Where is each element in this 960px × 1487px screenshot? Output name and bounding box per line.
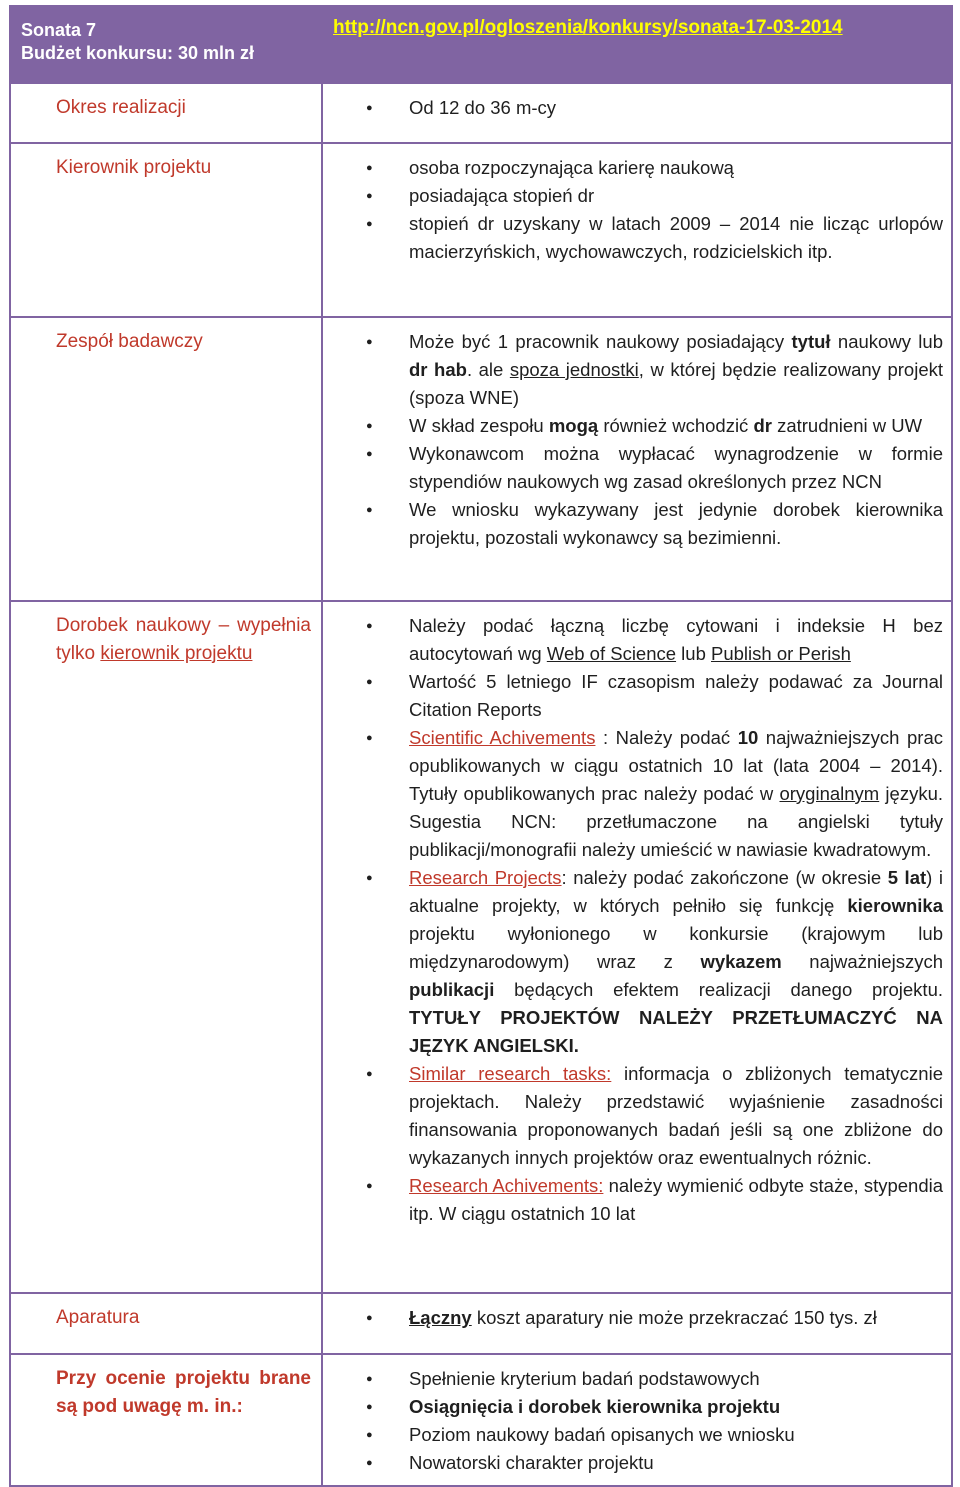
list-item (366, 1060, 943, 1172)
dorobek-label (10, 601, 322, 1293)
text-caps-bold: TYTUŁY PROJEKTÓW NALEŻY PRZETŁUMACZYĆ NA JĘZYK ANGIELSKI. (409, 1007, 943, 1056)
text: zatrudnieni w UW (771, 415, 923, 436)
ocena-content (322, 1354, 952, 1486)
list-item: ● Spełnienie kryterium badań podstawowych (366, 1365, 943, 1393)
okres-content (322, 83, 952, 143)
kierownik-list (366, 154, 943, 266)
text: Dorobek naukowy – wypełnia tylko (56, 615, 311, 664)
list-item: ● posiadająca stopień dr (366, 182, 943, 210)
text: lub (676, 643, 712, 664)
text-bold: 10 (737, 727, 759, 748)
list-item (366, 412, 943, 440)
research-projects-link[interactable]: Research Projects (409, 867, 562, 888)
text-bold: publikacji (409, 979, 495, 1000)
text: . ale (466, 359, 510, 380)
text: ) i aktualne projekty, w których pełniło się funkcję (409, 867, 943, 916)
row-okres (10, 83, 952, 143)
row-kierownik (10, 143, 952, 317)
header-left-cell (10, 6, 322, 83)
sonata-info-table (9, 5, 953, 1487)
publish-or-perish-link[interactable]: Publish or Perish (711, 643, 851, 664)
text-underlined: kierownik projektu (100, 643, 253, 664)
text: : należy podać zakończone (w okresie (561, 867, 888, 888)
kierownik-label: Kierownik projektu (10, 143, 322, 317)
aparatura-label: Aparatura (10, 1293, 322, 1354)
list-item: ● Wartość 5 letniego IF czasopism należy podawać za Journal Citation Reports (366, 668, 943, 724)
competition-link[interactable]: http://ncn.gov.pl/ogloszenia/konkursy/sonata-17-03-2014 (333, 17, 843, 38)
list-item (366, 328, 943, 412)
ocena-list (366, 1365, 943, 1477)
text: informacja o zbliżonych tematycznie projektach. Należy przedstawić wyjaśnienie zasadności finansowania proponowanych badań jeśli są one zbliżone do wykazanych innych projektów oraz ewentualnych różnic. (409, 1063, 943, 1168)
list-item (366, 724, 943, 864)
text: W skład zespołu (409, 415, 549, 436)
list-item: ● Wykonawcom można wypłacać wynagrodzenie w formie stypendiów naukowych wg zasad określonych przez NCN (366, 440, 943, 496)
text: : Należy podać (595, 727, 738, 748)
header-row (10, 6, 952, 83)
text-bold: dr hab (409, 359, 467, 380)
aparatura-content (322, 1293, 952, 1354)
competition-title: Sonata 7 (21, 20, 97, 40)
list-item (366, 864, 943, 1060)
list-item (366, 612, 943, 668)
list-item: ● We wniosku wykazywany jest jedynie dorobek kierownika projektu, pozostali wykonawcy są bezimienni. (366, 496, 943, 552)
text: , w której będzie realizowany projekt (spoza WNE) (409, 359, 943, 408)
okres-label: Okres realizacji (10, 83, 322, 143)
list-item: ● stopień dr uzyskany w latach 2009 – 2014 nie licząc urlopów macierzyńskich, wychowawczych, rodzicielskich itp. (366, 210, 943, 266)
list-item: ● Od 12 do 36 m-cy (366, 94, 943, 122)
text: najważniejszych prac opublikowanych w ciągu ostatnich 10 lat (lata 2004 – 2014). Tytuły opublikowanych prac należy podać w (409, 727, 943, 804)
list-item: ● Nowatorski charakter projektu (366, 1449, 943, 1477)
row-zespol (10, 317, 952, 601)
text: Należy podać łączną liczbę cytowani i indeksie H bez autocytowań wg (409, 615, 943, 664)
dorobek-list (366, 612, 943, 1228)
text: naukowy lub (830, 331, 943, 352)
scientific-achivements-link[interactable]: Scientific Achivements (409, 727, 596, 748)
okres-list (366, 94, 943, 122)
row-ocena (10, 1354, 952, 1486)
text: Może być 1 pracownik naukowy posiadający (409, 331, 792, 352)
kierownik-content (322, 143, 952, 317)
text-bold: 5 lat (887, 867, 927, 888)
text: będących efektem realizacji danego projektu. (494, 979, 943, 1000)
zespol-list (366, 328, 943, 552)
row-aparatura (10, 1293, 952, 1354)
text: również wchodzić (598, 415, 754, 436)
zespol-content (322, 317, 952, 601)
header-right-cell (322, 6, 952, 83)
research-achivements-link[interactable]: Research Achivements: (409, 1175, 604, 1196)
text-bold: mogą (548, 415, 599, 436)
dorobek-content (322, 601, 952, 1293)
similar-research-tasks-link[interactable]: Similar research tasks: (409, 1063, 612, 1084)
text: projektu wyłonionego w konkursie (krajowym lub międzynarodowym) wraz z (409, 923, 943, 972)
text-underlined: oryginalnym (779, 783, 880, 804)
text-bold: kierownika (847, 895, 943, 916)
text-bold: wykazem (700, 951, 782, 972)
web-of-science-link[interactable]: Web of Science (546, 643, 677, 664)
text-bold: dr (753, 415, 772, 436)
list-item: ● Osiągnięcia i dorobek kierownika projektu (366, 1393, 943, 1421)
zespol-label: Zespół badawczy (10, 317, 322, 601)
text-underlined: spoza jednostki (509, 359, 639, 380)
text: należy wymienić odbyte staże, stypendia itp. W ciągu ostatnich 10 lat (409, 1175, 944, 1224)
ocena-label: Przy ocenie projektu brane są pod uwagę m. in.: (10, 1354, 322, 1486)
list-item: ● osoba rozpoczynająca karierę naukową (366, 154, 943, 182)
aparatura-list (366, 1304, 943, 1332)
list-item (366, 1172, 943, 1228)
text-bold: tytuł (791, 331, 831, 352)
list-item: ● Poziom naukowy badań opisanych we wniosku (366, 1421, 943, 1449)
text: koszt aparatury nie może przekraczać 150 tys. zł (471, 1307, 877, 1328)
list-item (366, 1304, 943, 1332)
text: języku. Sugestia NCN: przetłumaczone na angielski tytuły publikacji/monografii należy umieścić w nawiasie kwadratowym. (409, 783, 944, 860)
text-bold-underlined: Łączny (409, 1307, 472, 1328)
competition-budget: Budżet konkursu: 30 mln zł (21, 43, 255, 63)
text: najważniejszych (781, 951, 943, 972)
row-dorobek (10, 601, 952, 1293)
